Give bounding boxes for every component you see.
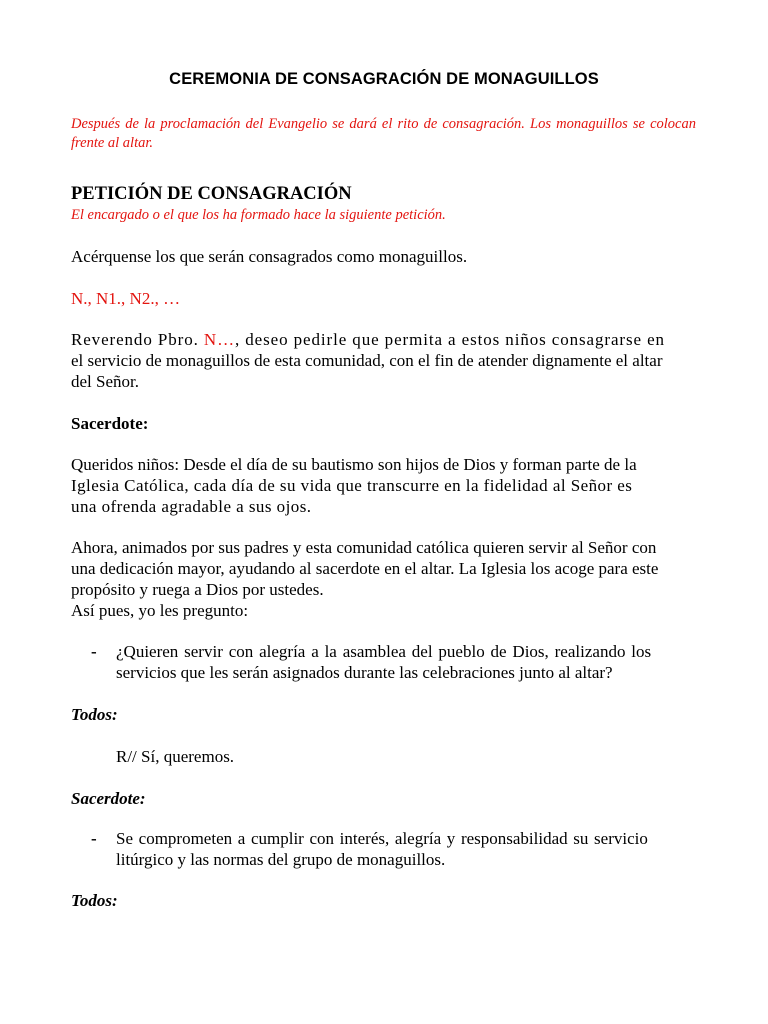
encouragement-line-1: Ahora, animados por sus padres y esta comunidad católica quieren servir al Señor con xyxy=(71,538,657,557)
question-1-line-2: servicios que les serán asignados durante las celebraciones junto al altar? xyxy=(116,663,613,682)
section-rubric: El encargado o el que los ha formado hace la siguiente petición. xyxy=(71,207,446,223)
encouragement-paragraph xyxy=(71,537,696,621)
encouragement-line-2: una dedicación mayor, ayudando al sacerdote en el altar. La Iglesia los acoge para este xyxy=(71,559,659,578)
intro-rubric: Después de la proclamación del Evangelio se dará el rito de consagración. Los monaguillos se colocan frente al altar. xyxy=(71,116,696,151)
call-line: Acérquense los que serán consagrados como monaguillos. xyxy=(71,247,468,266)
question-2 xyxy=(116,828,696,870)
section-heading: PETICIÓN DE CONSAGRACIÓN xyxy=(71,184,352,204)
bullet-dash-2: - xyxy=(91,829,97,848)
speaker-all-1: Todos: xyxy=(71,705,118,724)
encouragement-line-3: propósito y ruega a Dios por ustedes. xyxy=(71,580,324,599)
address-line-3: una ofrenda agradable a sus ojos. xyxy=(71,497,312,516)
speaker-priest-2: Sacerdote: xyxy=(71,789,146,808)
response-line: R// Sí, queremos. xyxy=(116,747,235,766)
page-title: CEREMONIA DE CONSAGRACIÓN DE MONAGUILLOS xyxy=(169,70,599,88)
petition-paragraph xyxy=(71,329,696,392)
encouragement-line-4: Así pues, yo les pregunto: xyxy=(71,601,249,620)
bullet-dash-1: - xyxy=(91,642,97,661)
question-2-line-2: litúrgico y las normas del grupo de monaguillos. xyxy=(116,850,446,869)
petition-line-1 xyxy=(71,329,696,350)
names-line: N., N1., N2., … xyxy=(71,289,181,308)
question-1-line-1: ¿Quieren servir con alegría a la asamblea del pueblo de Dios, realizando los xyxy=(116,642,652,661)
petition-rest: , deseo pedirle que permita a estos niños consagrarse en xyxy=(234,330,665,349)
address-line-1: Queridos niños: Desde el día de su bautismo son hijos de Dios y forman parte de la xyxy=(71,455,637,474)
address-line-2: Iglesia Católica, cada día de su vida que transcurre en la fidelidad al Señor es xyxy=(71,476,633,495)
speaker-priest-1: Sacerdote: xyxy=(71,414,149,433)
petition-line-3: del Señor. xyxy=(71,372,139,391)
question-1 xyxy=(116,641,696,683)
speaker-all-2: Todos: xyxy=(71,891,118,910)
petition-line-2: el servicio de monaguillos de esta comunidad, con el fin de atender dignamente el altar xyxy=(71,351,663,370)
address-paragraph xyxy=(71,454,696,517)
petition-lead: Reverendo Pbro. xyxy=(71,330,204,349)
petition-name: N… xyxy=(203,330,235,349)
question-2-line-1: Se comprometen a cumplir con interés, alegría y responsabilidad su servicio xyxy=(116,829,648,848)
